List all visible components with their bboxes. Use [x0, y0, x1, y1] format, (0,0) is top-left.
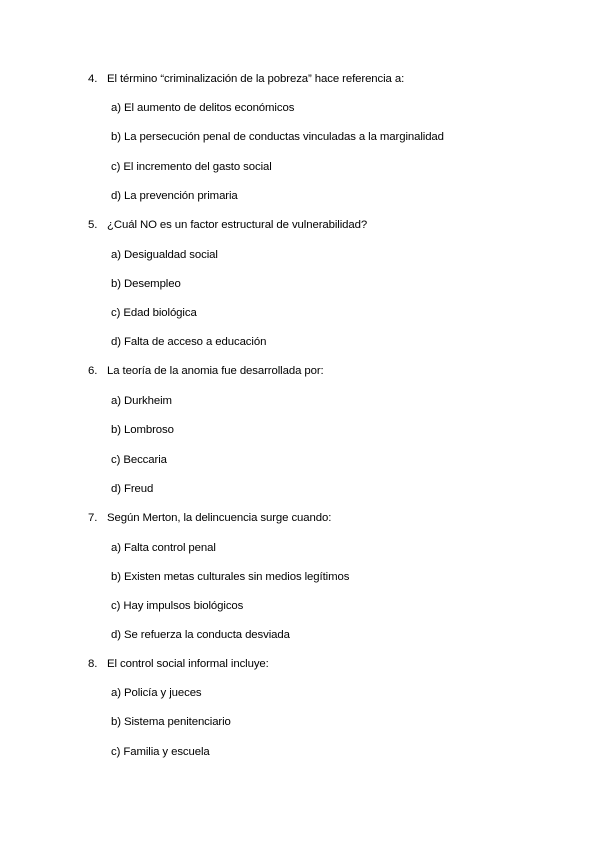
option-c: c) El incremento del gasto social [111, 161, 272, 173]
option-a: a) Durkheim [111, 395, 172, 407]
question-8 [88, 657, 568, 758]
question-number: 6. [88, 365, 98, 377]
question-number: 5. [88, 219, 98, 231]
option-c: c) Beccaria [111, 454, 167, 466]
question-text: Según Merton, la delincuencia surge cuando: [107, 512, 332, 524]
option-a: a) El aumento de delitos económicos [111, 102, 295, 114]
option-d: d) Falta de acceso a educación [111, 336, 267, 348]
question-number: 7. [88, 512, 98, 524]
question-stem [88, 72, 568, 86]
option-d: d) Se refuerza la conducta desviada [111, 629, 290, 641]
option-c: c) Edad biológica [111, 307, 197, 319]
question-stem [88, 657, 568, 671]
question-7 [88, 511, 568, 641]
option-b: b) La persecución penal de conductas vinculadas a la marginalidad [111, 131, 444, 143]
option-a: a) Policía y jueces [111, 687, 202, 699]
question-6 [88, 364, 568, 495]
option-d: d) La prevención primaria [111, 190, 238, 202]
question-stem [88, 364, 568, 378]
question-text: El control social informal incluye: [107, 658, 269, 670]
option-c: c) Hay impulsos biológicos [111, 600, 244, 612]
option-a: a) Desigualdad social [111, 249, 218, 261]
option-b: b) Sistema penitenciario [111, 716, 231, 728]
question-text: La teoría de la anomia fue desarrollada por: [107, 365, 324, 377]
option-b: b) Existen metas culturales sin medios legítimos [111, 571, 350, 583]
option-b: b) Desempleo [111, 278, 181, 290]
option-c: c) Familia y escuela [111, 746, 210, 758]
option-d: d) Freud [111, 483, 154, 495]
question-5 [88, 218, 568, 348]
question-stem [88, 511, 568, 525]
question-text: ¿Cuál NO es un factor estructural de vulnerabilidad? [107, 219, 368, 231]
question-number: 4. [88, 73, 98, 85]
option-b: b) Lombroso [111, 424, 174, 436]
option-a: a) Falta control penal [111, 542, 216, 554]
question-text: El término “criminalización de la pobreza” hace referencia a: [107, 73, 405, 85]
question-number: 8. [88, 658, 98, 670]
question-stem [88, 218, 568, 232]
question-4 [88, 72, 568, 202]
